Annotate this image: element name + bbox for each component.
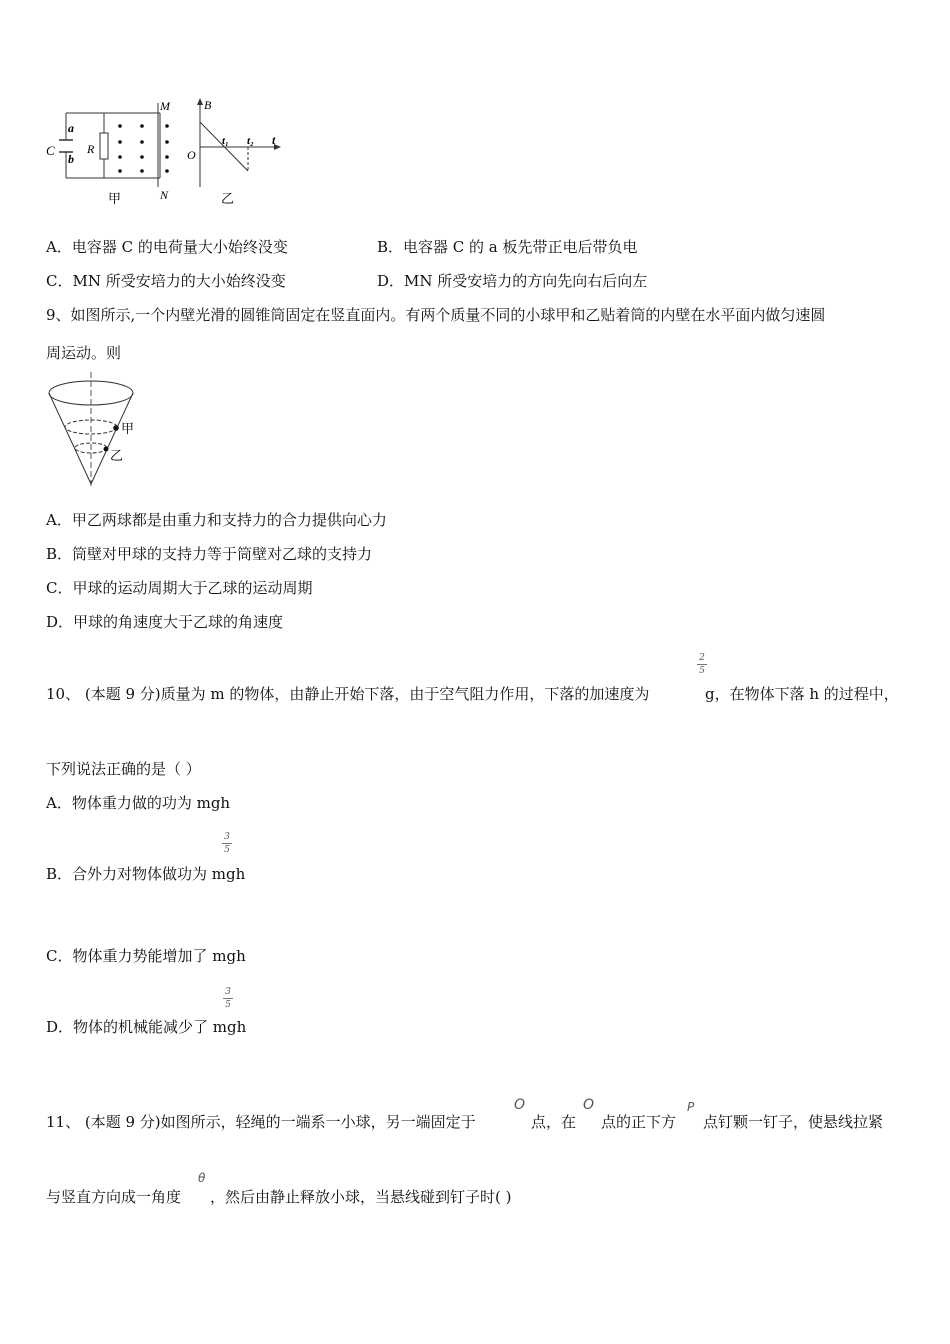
option-8b: B．电容器 C 的 a 板先带正电后带负电 bbox=[377, 238, 638, 256]
option-10a: A．物体重力做的功为 mgh bbox=[46, 794, 231, 812]
fraction-3-5-b: 3 5 bbox=[222, 832, 232, 855]
svg-text:R: R bbox=[87, 142, 95, 156]
question-11-part2: 点，在 bbox=[531, 1113, 577, 1131]
question-11-part3: 点的正下方 bbox=[601, 1113, 677, 1131]
svg-text:t₂: t₂ bbox=[247, 135, 254, 147]
svg-text:b: b bbox=[68, 152, 74, 166]
question-11-line2-a: 与竖直方向成一角度 bbox=[46, 1188, 182, 1206]
question-11-part1: 11、 (本题 9 分)如图所示，轻绳的一端系一小球，另一端固定于 bbox=[46, 1113, 476, 1131]
svg-text:乙: 乙 bbox=[221, 191, 235, 206]
variable-p: P bbox=[687, 1100, 695, 1114]
option-8c: C．MN 所受安培力的大小始终没变 bbox=[46, 272, 286, 290]
option-8d: D．MN 所受安培力的方向先向右后向左 bbox=[377, 272, 648, 290]
svg-text:甲: 甲 bbox=[121, 421, 135, 436]
question-11-part4: 点钉颗一钉子，使悬线拉紧 bbox=[703, 1113, 884, 1131]
option-9b: B．筒壁对甲球的支持力等于筒壁对乙球的支持力 bbox=[46, 545, 373, 563]
option-10d: D．物体的机械能减少了 mgh bbox=[46, 1018, 247, 1036]
variable-theta: θ bbox=[198, 1171, 206, 1185]
option-9d: D．甲球的角速度大于乙球的角速度 bbox=[46, 613, 284, 631]
option-9c: C．甲球的运动周期大于乙球的运动周期 bbox=[46, 579, 313, 597]
svg-text:O: O bbox=[187, 148, 196, 162]
fraction-3-5-d: 3 5 bbox=[223, 987, 233, 1010]
svg-text:甲: 甲 bbox=[108, 191, 122, 206]
question-9-stem-line2: 周运动。则 bbox=[46, 344, 122, 362]
cone-figure bbox=[44, 372, 154, 490]
variable-o-2: O bbox=[583, 1097, 595, 1113]
circuit-and-graph-figure bbox=[40, 95, 290, 215]
svg-text:N: N bbox=[160, 188, 169, 202]
svg-text:乙: 乙 bbox=[110, 448, 124, 463]
fraction-2-5: 2 5 bbox=[697, 653, 707, 676]
question-10-stem-b: g，在物体下落 h 的过程中， bbox=[705, 685, 899, 703]
svg-text:M: M bbox=[160, 99, 170, 113]
svg-text:a: a bbox=[68, 121, 74, 135]
option-9a: A．甲乙两球都是由重力和支持力的合力提供向心力 bbox=[46, 511, 387, 529]
question-10-stem-a: 10、 (本题 9 分)质量为 m 的物体，由静止开始下落，由于空气阻力作用，下落的加速度为 bbox=[46, 685, 650, 703]
question-10-stem-line2: 下列说法正确的是（ ） bbox=[46, 760, 201, 778]
question-11-line2-b: ，然后由静止释放小球，当悬线碰到钉子时( ) bbox=[210, 1188, 512, 1206]
option-8a: A．电容器 C 的电荷量大小始终没变 bbox=[46, 238, 288, 256]
svg-text:B: B bbox=[204, 98, 212, 112]
option-10b: B．合外力对物体做功为 mgh bbox=[46, 865, 246, 883]
option-10c: C．物体重力势能增加了 mgh bbox=[46, 947, 246, 965]
svg-text:t₁: t₁ bbox=[222, 135, 229, 147]
question-9-stem-line1: 9、如图所示,一个内壁光滑的圆锥筒固定在竖直面内。有两个质量不同的小球甲和乙贴着筒的内壁在水平面内做匀速圆 bbox=[46, 306, 826, 324]
variable-o-1: O bbox=[514, 1097, 526, 1113]
svg-text:C: C bbox=[46, 143, 55, 158]
svg-text:t: t bbox=[272, 133, 276, 147]
